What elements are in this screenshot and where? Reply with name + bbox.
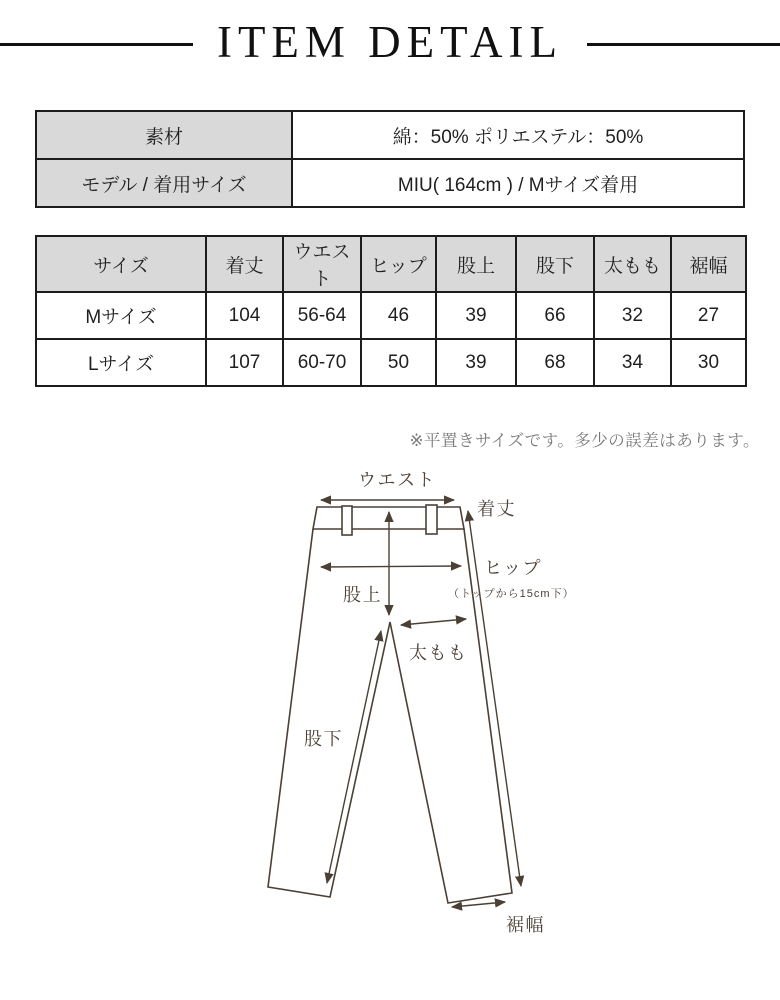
- size-name-cell: Lサイズ: [36, 339, 206, 386]
- info-label-cell: 素材: [36, 111, 292, 159]
- hem-width-arrow: [452, 902, 505, 907]
- info-table: [35, 110, 745, 208]
- size-table-cell: 34: [594, 339, 671, 386]
- info-value-cell: 綿：50% ポリエステル：50%: [292, 111, 744, 159]
- hem-width-label: 裾幅: [506, 915, 545, 935]
- size-name-cell: Mサイズ: [36, 292, 206, 339]
- size-table-header-cell: 股下: [516, 236, 594, 292]
- belt-loop: [342, 506, 352, 535]
- size-table-cell: 104: [206, 292, 283, 339]
- size-table-cell: 60-70: [283, 339, 361, 386]
- table-row: [36, 292, 746, 339]
- size-table-cell: 46: [361, 292, 436, 339]
- thigh-label: 太もも: [409, 643, 468, 663]
- size-table-cell: 39: [436, 292, 516, 339]
- inseam-label: 股下: [304, 729, 343, 749]
- info-value-cell: MIU( 164cm ) / Mサイズ着用: [292, 159, 744, 207]
- size-table-header-cell: サイズ: [36, 236, 206, 292]
- size-table-cell: 32: [594, 292, 671, 339]
- size-table-header-row: [36, 236, 746, 292]
- size-table-cell: 107: [206, 339, 283, 386]
- size-table-header-cell: 裾幅: [671, 236, 746, 292]
- hip-arrow: [321, 566, 461, 567]
- table-row: [36, 159, 744, 207]
- size-table-header-cell: ウエスト: [283, 236, 361, 292]
- pants-measurement-diagram: [0, 460, 780, 970]
- size-table: [35, 235, 747, 387]
- size-table-cell: 66: [516, 292, 594, 339]
- size-table-header-cell: 股上: [436, 236, 516, 292]
- size-table-cell: 56-64: [283, 292, 361, 339]
- rise-label: 股上: [343, 585, 382, 605]
- flat-measurement-note: ※平置きサイズです。多少の誤差はあります。: [409, 432, 760, 450]
- size-table-cell: 27: [671, 292, 746, 339]
- table-row: [36, 339, 746, 386]
- page-title: ITEM DETAIL: [216, 17, 564, 67]
- belt-loop: [426, 505, 437, 534]
- size-table-cell: 39: [436, 339, 516, 386]
- hip-note-label: （トップから15cm下）: [448, 588, 575, 600]
- size-table-header-cell: 太もも: [594, 236, 671, 292]
- size-table-cell: 50: [361, 339, 436, 386]
- table-row: [36, 111, 744, 159]
- size-table-cell: 68: [516, 339, 594, 386]
- size-table-header-cell: ヒップ: [361, 236, 436, 292]
- waist-label: ウエスト: [358, 470, 436, 490]
- hip-label: ヒップ: [484, 558, 542, 578]
- size-table-header-cell: 着丈: [206, 236, 283, 292]
- thigh-arrow: [401, 619, 466, 625]
- size-table-cell: 30: [671, 339, 746, 386]
- info-label-cell: モデル / 着用サイズ: [36, 159, 292, 207]
- length-label: 着丈: [477, 499, 516, 519]
- inseam-arrow: [327, 631, 381, 883]
